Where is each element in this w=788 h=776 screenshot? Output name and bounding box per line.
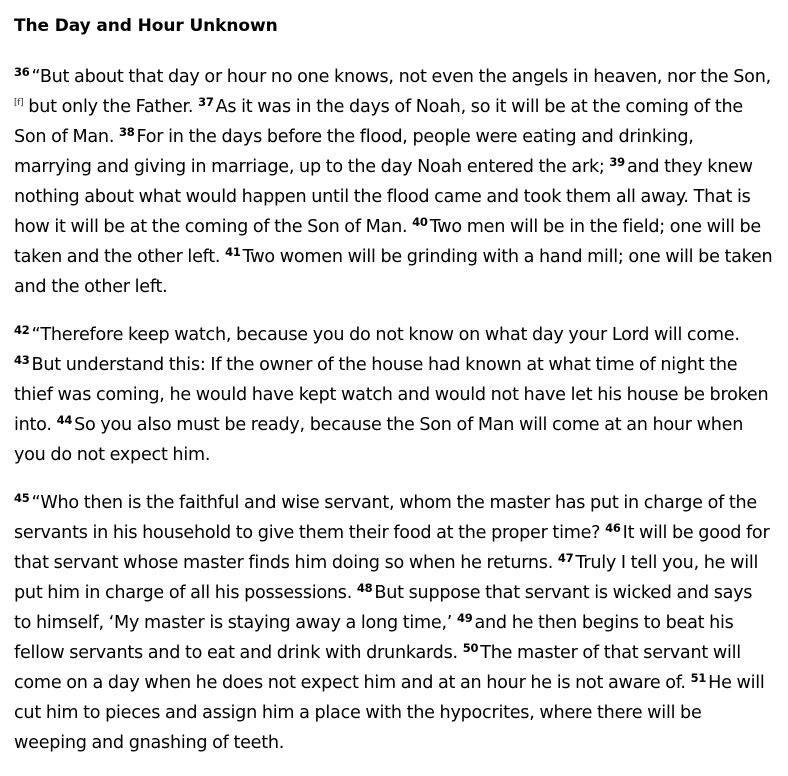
verse-text: But suppose that servant is wicked and says to himself, ‘My master is staying away a long time,’ <box>14 583 753 633</box>
verse-number: 39 <box>609 155 625 169</box>
verse-text: and they knew nothing about what would happen until the flood came and took them all away. That is how it will be at the coming of the Son of Man. <box>14 157 753 237</box>
verse-number: 44 <box>56 413 73 427</box>
verse-text: It will be good for that servant whose master finds him doing so when he returns. <box>14 523 770 573</box>
section-heading: The Day and Hour Unknown <box>14 16 278 36</box>
verse-number: 36 <box>14 65 30 79</box>
verse-text: Truly I tell you, he will put him in charge of all his possessions. <box>14 553 759 603</box>
verse-number: 40 <box>412 215 428 229</box>
verse-text: As it was in the days of Noah, so it will be at the coming of the Son of Man. <box>14 97 743 147</box>
verse-text: “Who then is the faithful and wise servant, whom the master has put in charge of the servants in his household to give them their food at the proper time? <box>14 493 758 543</box>
verse-number: 46 <box>605 521 621 535</box>
verse-number: 51 <box>690 671 707 685</box>
verse-text: “Therefore keep watch, because you do not know on what day your Lord will come. <box>31 325 740 345</box>
verse-number: 41 <box>225 245 241 259</box>
verse-number: 47 <box>557 551 574 565</box>
verse-number: 50 <box>462 641 479 655</box>
verse-text: For in the days before the flood, people were eating and drinking, marrying and giving in marriage, up to the day Noah entered the ark; <box>14 127 694 177</box>
verse-text: Two women will be grinding with a hand mill; one will be taken and the other left. <box>14 247 773 297</box>
footnote-link[interactable]: [f] <box>14 98 24 108</box>
paragraph-3 <box>14 488 774 758</box>
verse-text: But understand this: If the owner of the house had known at what time of night the thief was coming, he would have kept watch and would not have let his house be broken into. <box>14 355 769 435</box>
paragraph-2 <box>14 320 774 470</box>
verse-number: 38 <box>119 125 135 139</box>
verse-number: 48 <box>356 581 373 595</box>
verse-number: 49 <box>456 611 473 625</box>
verse-number: 42 <box>14 323 30 337</box>
verse-text: The master of that servant will come on a day when he does not expect him and at an hour he is not aware of. <box>14 643 741 693</box>
verse-number: 37 <box>198 95 214 109</box>
verse-text: Two men will be in the field; one will be taken and the other left. <box>14 217 762 267</box>
verse-number: 43 <box>14 353 30 367</box>
verse-number: 45 <box>14 491 30 505</box>
verse-text: but only the Father. <box>23 97 199 117</box>
verse-text: He will cut him to pieces and assign him a place with the hypocrites, where there will be weeping and gnashing of teeth. <box>14 673 765 753</box>
paragraph-1 <box>14 62 774 302</box>
verse-text: “But about that day or hour no one knows, not even the angels in heaven, nor the Son, <box>31 67 771 87</box>
verse-text: and he then begins to beat his fellow servants and to eat and drink with drunkards. <box>14 613 734 663</box>
verse-text: So you also must be ready, because the Son of Man will come at an hour when you do not expect him. <box>14 415 744 465</box>
